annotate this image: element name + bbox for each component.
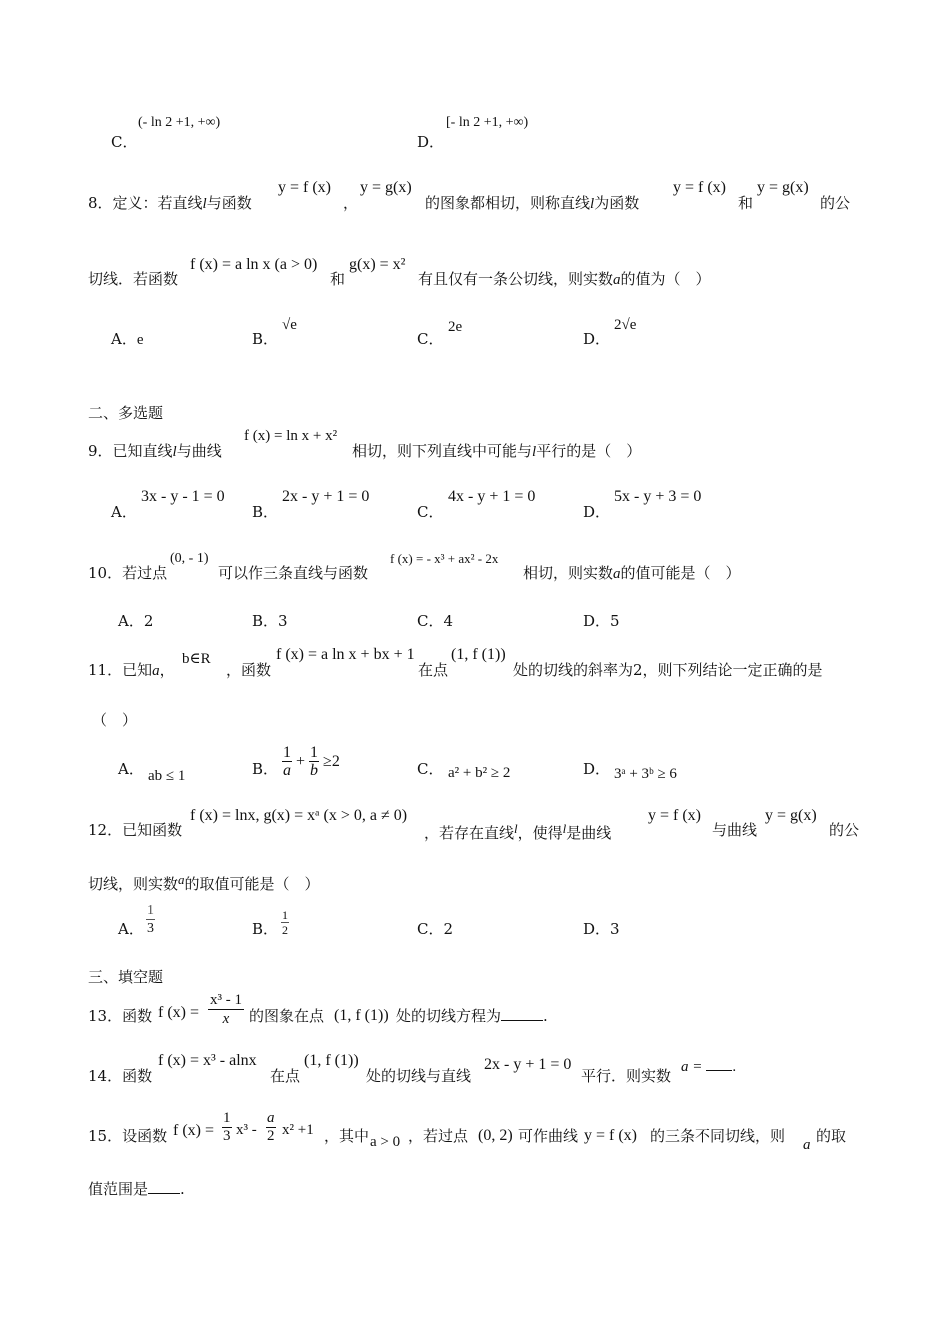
q11-start: 11．已知a， xyxy=(88,661,175,679)
q15-a: a xyxy=(803,1137,811,1153)
q15-rest: x² +1 xyxy=(282,1122,314,1138)
q15-line2: 值范围是 . xyxy=(88,1180,185,1198)
q11-choice-a-label: A． xyxy=(118,760,144,778)
q12-curve-g: y = g(x) xyxy=(765,807,817,824)
q9-choice-c-math: 4x - y + 1 = 0 xyxy=(448,488,536,505)
q8-math-fdef: f (x) = a ln x (a > 0) xyxy=(190,256,318,273)
q13-frac: x³ - 1 x xyxy=(210,992,242,1027)
q9-choice-b-math: 2x - y + 1 = 0 xyxy=(282,488,370,505)
q10-choice-c: C．4 xyxy=(417,612,454,630)
q15-cond: a > 0 xyxy=(370,1134,401,1150)
q8-comma: ， xyxy=(343,194,359,212)
q9-choice-d-math: 5x - y + 3 = 0 xyxy=(614,488,702,505)
q11-bR: b∈R xyxy=(182,651,211,667)
q15-x3: x³ - xyxy=(236,1122,257,1138)
q14-t1: 在点 xyxy=(270,1067,301,1085)
q15-frac2: a 2 xyxy=(267,1110,275,1144)
q12-t4: 与曲线 xyxy=(712,821,758,839)
q9-end: 相切，则下列直线中可能与l平行的是（ ） xyxy=(352,442,642,460)
q11-choice-c-label: C． xyxy=(417,760,444,778)
q11-choice-a-math: ab ≤ 1 xyxy=(148,768,186,784)
q12-curve-f: y = f (x) xyxy=(648,807,702,824)
q11-choice-b-math: $\frac{1}{a}$ + $\frac{1}{b}$ ≥2 xyxy=(283,744,340,779)
q11-point: (1, f (1)) xyxy=(451,646,506,663)
q8-choice-c-math: 2e xyxy=(448,319,463,335)
q15-end: 的取 xyxy=(816,1127,847,1145)
q11-choice-d-math: 3ᵃ + 3ᵇ ≥ 6 xyxy=(614,766,677,782)
q15-point: (0, 2) xyxy=(478,1127,513,1144)
q11-choice-b-label: B． xyxy=(252,760,279,778)
q12-start: 12．已知函数 xyxy=(88,821,183,839)
q10-end: 相切，则实数a的值可能是（ ） xyxy=(523,564,741,582)
q11-paren: （ ） xyxy=(92,711,138,729)
q12-choice-a-frac: 1 3 xyxy=(147,903,154,936)
q13-t2: 处的切线方程为 . xyxy=(396,1007,548,1025)
q9-choice-a-label: A． xyxy=(111,503,137,521)
q14-line: 2x - y + 1 = 0 xyxy=(484,1056,572,1073)
q14-a: a = . xyxy=(681,1059,737,1075)
q8-math-gdef: g(x) = x² xyxy=(349,256,406,273)
q11-mid2: 在点 xyxy=(418,661,449,679)
q10-point: (0, - 1) xyxy=(170,551,209,566)
q11-end: 处的切线的斜率为2，则下列结论一定正确的是 xyxy=(513,661,823,679)
q8-choice-d-label: D． xyxy=(583,330,611,348)
q7-choice-c-math: (- ln 2 +1, +∞) xyxy=(138,115,221,130)
q15-t2: ，若过点 xyxy=(408,1127,469,1145)
q9-choice-a-math: 3x - y - 1 = 0 xyxy=(141,488,225,505)
q12-choice-b-label: B． xyxy=(252,920,279,938)
q11-choice-d-label: D． xyxy=(583,760,611,778)
q8-line1-end: 的公 xyxy=(820,194,851,212)
q13-point: (1, f (1)) xyxy=(334,1007,389,1024)
section-3-title: 三、填空题 xyxy=(88,968,164,986)
q8-line2-end: 有且仅有一条公切线，则实数a的值为（ ） xyxy=(418,270,711,288)
q9-choice-d-label: D． xyxy=(583,503,611,521)
q8-math-f2: y = f (x) xyxy=(673,179,727,196)
q9-choice-b-label: B． xyxy=(252,503,279,521)
q10-choice-a: A．2 xyxy=(118,612,154,630)
q12-choice-c: C．2 xyxy=(417,920,454,938)
q12-choice-a-label: A． xyxy=(118,920,144,938)
q14-point: (1, f (1)) xyxy=(304,1052,359,1069)
q8-choice-d-math: 2√e xyxy=(614,317,637,333)
q8-choice-b-math: √e xyxy=(282,317,297,333)
q14-t3: 平行．则实数 xyxy=(581,1067,672,1085)
q15-lhs: f (x) = xyxy=(173,1122,215,1139)
q8-math-g2: y = g(x) xyxy=(757,179,809,196)
q12-choice-d: D．3 xyxy=(583,920,620,938)
q10-math: f (x) = - x³ + ax² - 2x xyxy=(390,551,499,566)
q15-t3: 可作曲线 xyxy=(518,1127,579,1145)
q11-math: f (x) = a ln x + bx + 1 xyxy=(276,646,415,663)
q12-end: 的公 xyxy=(829,821,860,839)
q7-choice-d-math: [- ln 2 +1, +∞) xyxy=(446,115,529,130)
q14-math: f (x) = x³ - alnx xyxy=(158,1052,257,1069)
q11-choice-c-math: a² + b² ≥ 2 xyxy=(448,765,511,781)
section-2-title: 二、多选题 xyxy=(88,404,164,422)
q12-line2: 切线，则实数a的取值可能是（ ） xyxy=(88,872,320,893)
q10-choice-d: D．5 xyxy=(583,612,620,630)
q9-start: 9．已知直线l与曲线 xyxy=(88,442,222,460)
q13-start: 13．函数 xyxy=(88,1007,153,1025)
q8-he: 和 xyxy=(738,194,754,212)
q7-choice-c-label: C． xyxy=(111,133,138,151)
q8-line1: 8．定义：若直线l与函数 xyxy=(88,194,252,212)
q15-t1: ，其中 xyxy=(324,1127,370,1145)
q12-math: f (x) = lnx, g(x) = xᵃ (x > 0, a ≠ 0) xyxy=(190,807,408,824)
q10-choice-b: B．3 xyxy=(252,612,288,630)
q8-math-f: y = f (x) xyxy=(278,179,332,196)
q8-line2-start: 切线．若函数 xyxy=(88,270,179,288)
q12-t1: ，若存在直线l，使得l是曲线 xyxy=(424,821,612,842)
q8-choice-b-label: B． xyxy=(252,330,279,348)
q8-choice-a: A．e xyxy=(111,330,144,348)
q15-t4: 的三条不同切线，则 xyxy=(650,1127,786,1145)
q13-t1: 的图象在点 xyxy=(249,1007,325,1025)
q15-start: 15．设函数 xyxy=(88,1127,168,1145)
q15-curve: y = f (x) xyxy=(584,1127,638,1144)
q8-line1-mid: 的图象都相切，则称直线l为函数 xyxy=(425,194,640,212)
q9-choice-c-label: C． xyxy=(417,503,444,521)
q8-math-g: y = g(x) xyxy=(360,179,412,196)
q14-t2: 处的切线与直线 xyxy=(366,1067,472,1085)
q10-mid: 可以作三条直线与函数 xyxy=(218,564,369,582)
q12-choice-b-frac: 1 2 xyxy=(282,908,288,937)
q14-start: 14．函数 xyxy=(88,1067,153,1085)
q13-lhs: f (x) = xyxy=(158,1004,200,1021)
q11-mid1: ，函数 xyxy=(226,661,272,679)
q10-start: 10．若过点 xyxy=(88,564,168,582)
q8-choice-c-label: C． xyxy=(417,330,444,348)
q7-choice-d-label: D． xyxy=(417,133,445,151)
q9-math: f (x) = ln x + x² xyxy=(244,428,338,444)
q8-he2: 和 xyxy=(330,270,346,288)
q15-frac1: 1 3 xyxy=(223,1110,231,1144)
